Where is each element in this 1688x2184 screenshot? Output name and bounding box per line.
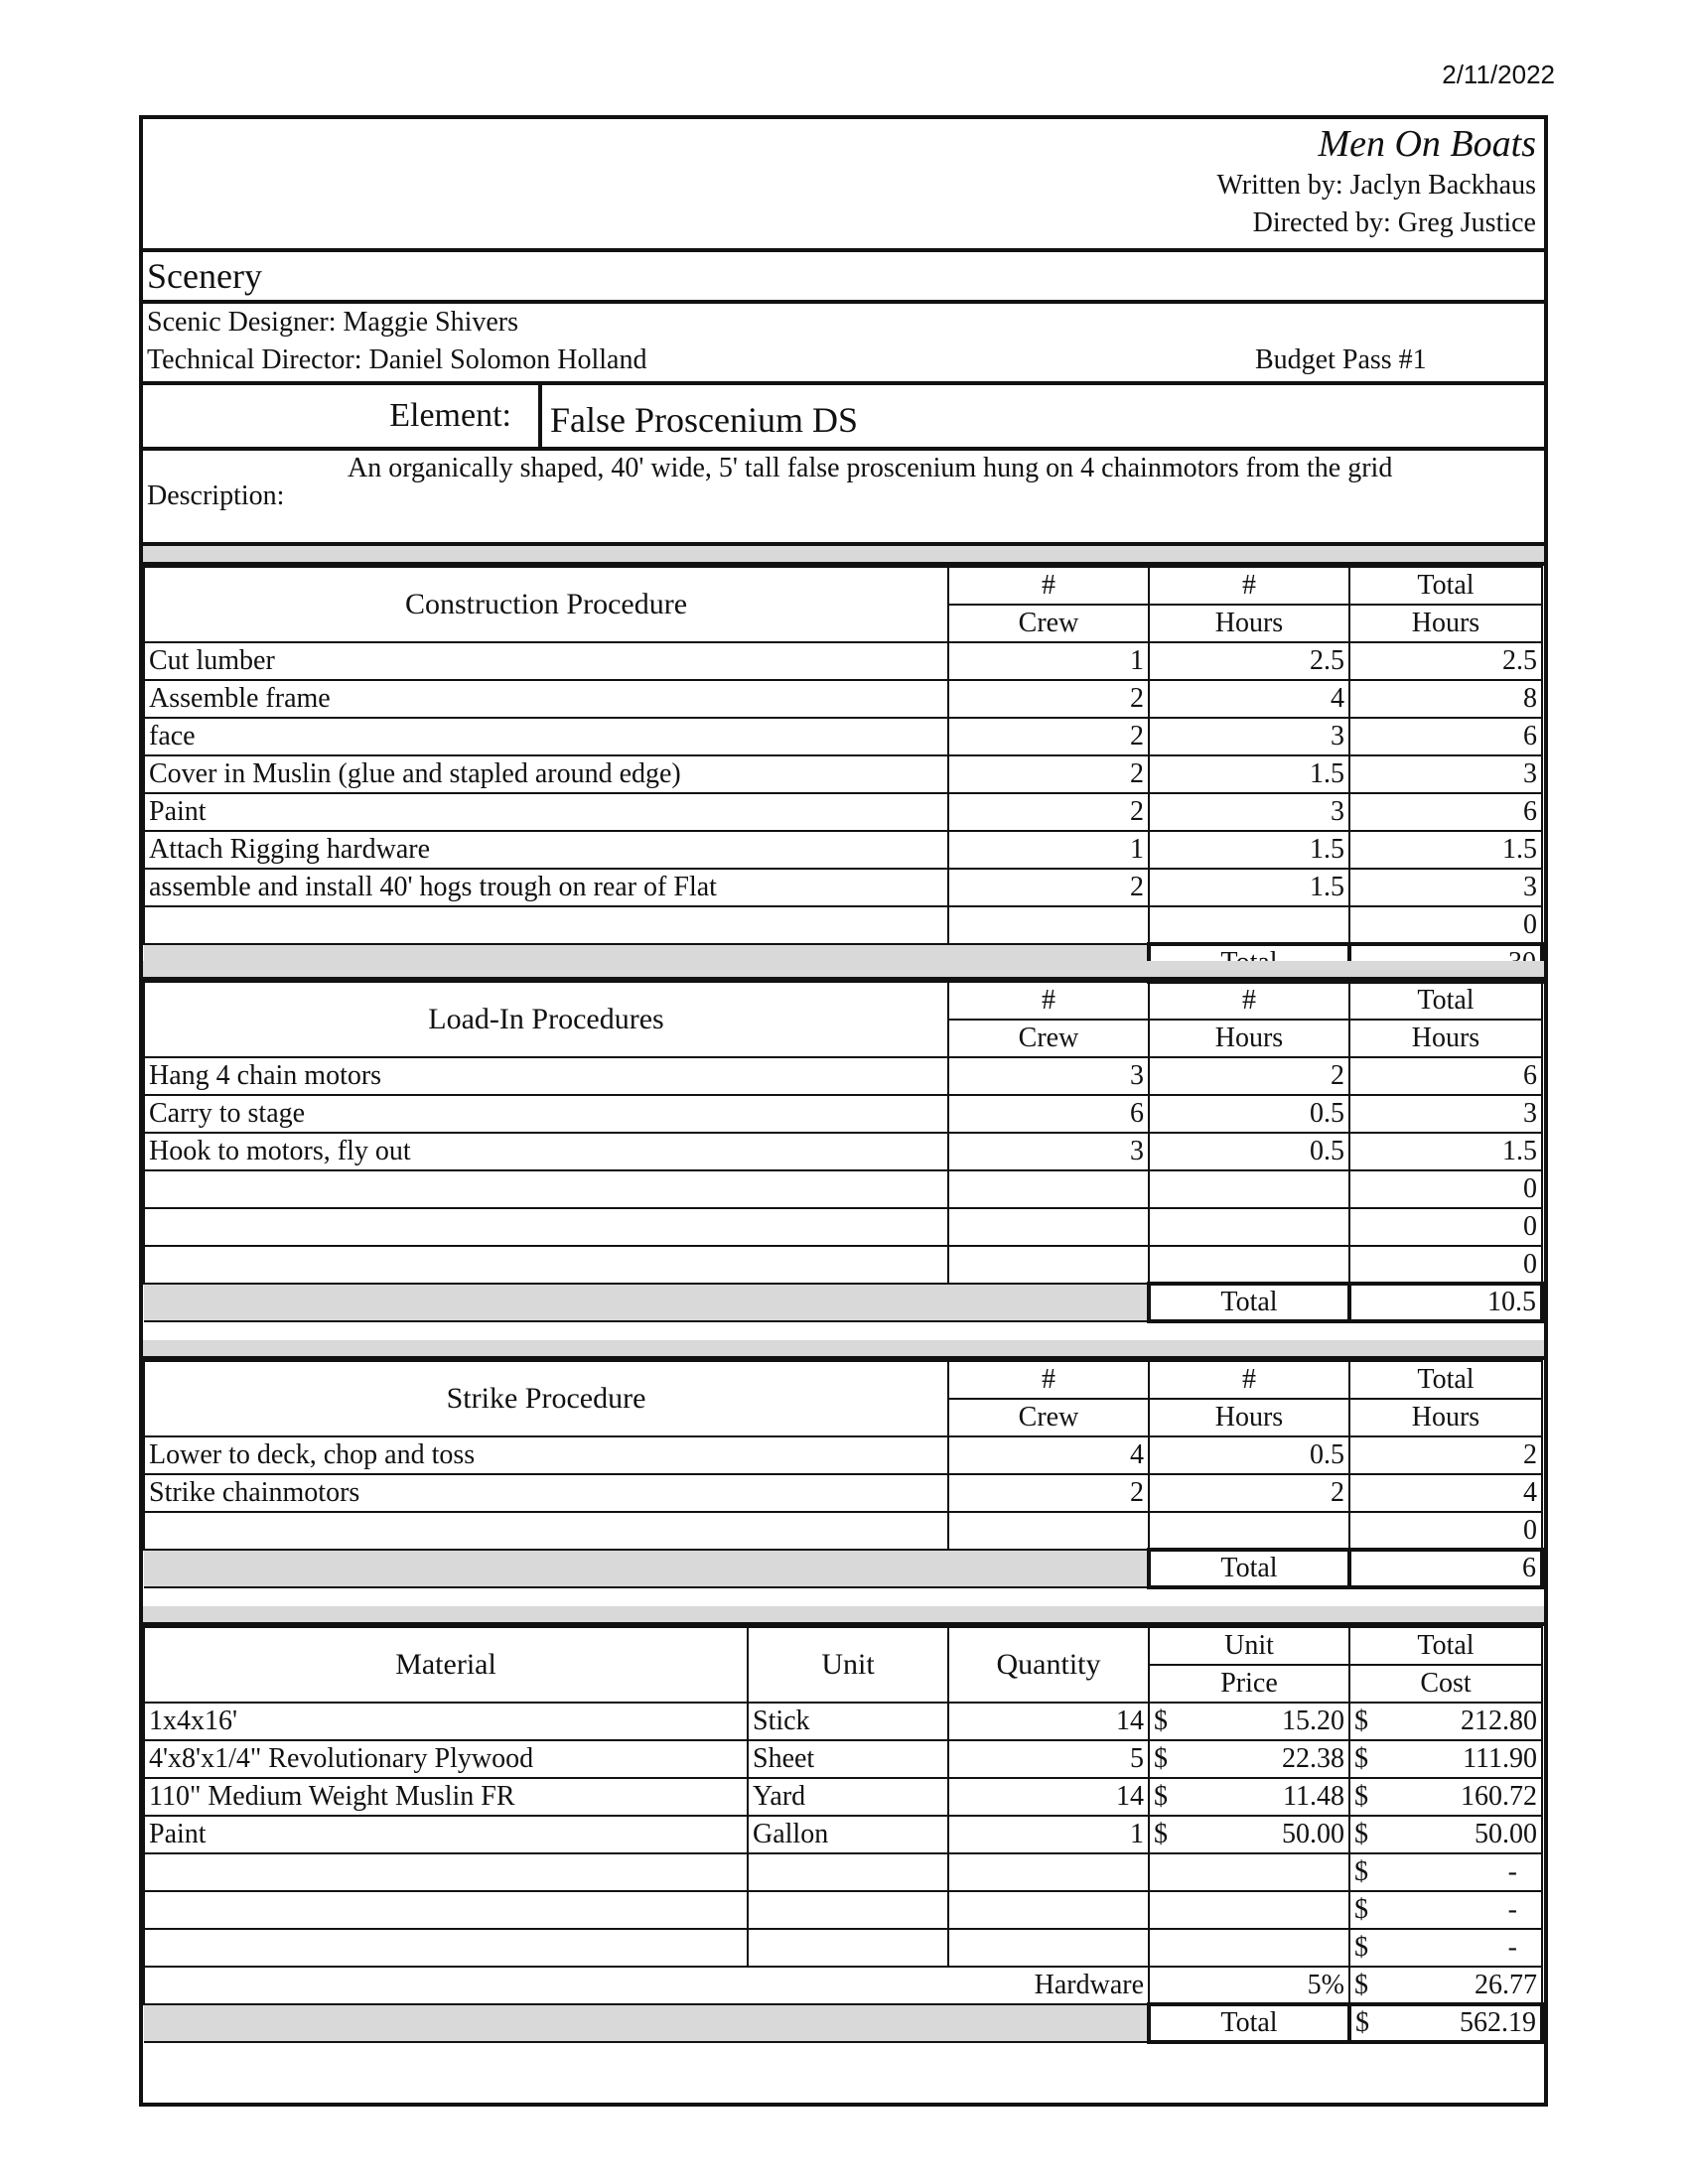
table-row <box>144 1095 1542 1133</box>
hours-cell: 0.5 <box>1149 1436 1349 1474</box>
crew-cell: 2 <box>948 869 1149 906</box>
price-cell <box>1149 1703 1349 1740</box>
qty-cell <box>948 1853 1149 1891</box>
construction-section <box>143 566 1544 984</box>
total-cell: 0 <box>1349 1512 1542 1550</box>
section-spacer <box>143 1340 1544 1356</box>
strike-total: 6 <box>1349 1550 1542 1587</box>
table-row <box>144 642 1542 680</box>
production-title: Men On Boats <box>1318 123 1536 165</box>
crew-header: Crew <box>948 1020 1149 1057</box>
cost-value: 111.90 <box>1463 1743 1537 1774</box>
material-cell <box>144 1891 748 1929</box>
task-cell: assemble and install 40' hogs trough on rear of Flat <box>144 869 948 906</box>
crew-cell: 6 <box>948 1095 1149 1133</box>
total-cell: 0 <box>1349 906 1542 944</box>
task-cell: Attach Rigging hardware <box>144 831 948 869</box>
director-credit: Directed by: Greg Justice <box>1252 207 1536 238</box>
unit-cell <box>748 1891 948 1929</box>
element-divider <box>538 385 542 447</box>
total-cell: 6 <box>1349 1057 1542 1095</box>
crew-cell: 3 <box>948 1057 1149 1095</box>
table-row <box>144 1436 1542 1474</box>
price-header: Price <box>1149 1665 1349 1703</box>
hours-hash: # <box>1149 567 1349 605</box>
unit-cell: Sheet <box>748 1740 948 1778</box>
task-cell: Cut lumber <box>144 642 948 680</box>
technical-director: Technical Director: Daniel Solomon Holland <box>147 344 647 375</box>
staff-block <box>143 304 1544 385</box>
task-cell <box>144 906 948 944</box>
cost-cell <box>1349 1703 1542 1740</box>
cost-value: 50.00 <box>1475 1819 1537 1849</box>
hours-cell: 1.5 <box>1149 869 1349 906</box>
task-cell: face <box>144 718 948 755</box>
currency-symbol: $ <box>1354 1781 1368 1812</box>
cost-cell <box>1349 1778 1542 1816</box>
currency-symbol: $ <box>1354 1743 1368 1774</box>
budget-sheet <box>139 115 1548 2107</box>
materials-table <box>143 1626 1544 2044</box>
crew-cell: 3 <box>948 1133 1149 1170</box>
loadin-table <box>143 981 1544 1323</box>
table-row <box>144 1133 1542 1170</box>
crew-cell: 4 <box>948 1436 1149 1474</box>
material-cell <box>144 1929 748 1967</box>
construction-table <box>143 566 1544 984</box>
table-row <box>144 755 1542 793</box>
hours-header: Hours <box>1149 605 1349 642</box>
total-cell: 3 <box>1349 755 1542 793</box>
table-row <box>144 906 1542 944</box>
table-row <box>144 1891 1542 1929</box>
hours-cell: 3 <box>1149 718 1349 755</box>
cost-value: - <box>1507 1856 1517 1887</box>
element-row <box>143 385 1544 451</box>
table-row <box>144 1816 1542 1853</box>
hours-cell <box>1149 1246 1349 1284</box>
description-row <box>143 451 1544 546</box>
price-cell <box>1149 1740 1349 1778</box>
total-spacer <box>144 1550 1149 1587</box>
writer-credit: Written by: Jaclyn Backhaus <box>1216 170 1536 201</box>
unit-cell <box>748 1929 948 1967</box>
table-row <box>144 1703 1542 1740</box>
hours-cell: 2 <box>1149 1474 1349 1512</box>
total-cell: 0 <box>1349 1170 1542 1208</box>
unit-cell: Stick <box>748 1703 948 1740</box>
price-value: 15.20 <box>1282 1706 1344 1736</box>
table-row <box>144 1246 1542 1284</box>
total-hours-header: Hours <box>1349 605 1542 642</box>
crew-hash: # <box>948 982 1149 1020</box>
table-row <box>144 1057 1542 1095</box>
hours-cell: 4 <box>1149 680 1349 718</box>
cost-cell <box>1349 1853 1542 1891</box>
crew-cell: 2 <box>948 680 1149 718</box>
cost-value: - <box>1507 1894 1517 1925</box>
price-cell <box>1149 1816 1349 1853</box>
hours-cell <box>1149 1208 1349 1246</box>
cost-cell <box>1349 1891 1542 1929</box>
cost-header: Cost <box>1349 1665 1542 1703</box>
crew-cell <box>948 1512 1149 1550</box>
materials-total-cell <box>1349 2004 1542 2042</box>
material-cell: 1x4x16' <box>144 1703 748 1740</box>
total-cell: 2 <box>1349 1436 1542 1474</box>
production-info <box>1216 121 1536 242</box>
task-cell: Hang 4 chain motors <box>144 1057 948 1095</box>
currency-symbol: $ <box>1354 1856 1368 1887</box>
quantity-header: Quantity <box>948 1627 1149 1703</box>
material-header: Material <box>144 1627 748 1703</box>
total-spacer <box>144 2004 1149 2042</box>
hours-header: Hours <box>1149 1399 1349 1436</box>
total-header: Total <box>1349 1361 1542 1399</box>
crew-cell <box>948 1208 1149 1246</box>
crew-cell: 1 <box>948 642 1149 680</box>
table-row <box>144 1929 1542 1967</box>
hours-cell: 3 <box>1149 793 1349 831</box>
total-label: Total <box>1149 2004 1349 2042</box>
total-cell: 0 <box>1349 1246 1542 1284</box>
hours-cell <box>1149 906 1349 944</box>
crew-cell <box>948 906 1149 944</box>
hours-cell: 1.5 <box>1149 755 1349 793</box>
strike-table <box>143 1360 1544 1589</box>
crew-header: Crew <box>948 1399 1149 1436</box>
material-cell: 4'x8'x1/4" Revolutionary Plywood <box>144 1740 748 1778</box>
hours-cell <box>1149 1512 1349 1550</box>
total-spacer <box>144 1284 1149 1321</box>
price-value: 50.00 <box>1282 1819 1344 1849</box>
cost-value: 160.72 <box>1461 1781 1537 1812</box>
hours-cell: 0.5 <box>1149 1095 1349 1133</box>
loadin-title: Load-In Procedures <box>144 982 948 1057</box>
unit-price-header-top: Unit <box>1149 1627 1349 1665</box>
unit-cell: Gallon <box>748 1816 948 1853</box>
hours-cell: 2.5 <box>1149 642 1349 680</box>
unit-header: Unit <box>748 1627 948 1703</box>
total-label: Total <box>1149 1550 1349 1587</box>
table-row <box>144 718 1542 755</box>
strike-section <box>143 1356 1544 1589</box>
material-cell <box>144 1853 748 1891</box>
table-row <box>144 680 1542 718</box>
currency-symbol: $ <box>1154 1819 1168 1849</box>
currency-symbol: $ <box>1154 1706 1168 1736</box>
strike-title: Strike Procedure <box>144 1361 948 1436</box>
crew-cell: 2 <box>948 793 1149 831</box>
total-cell: 6 <box>1349 793 1542 831</box>
task-cell: Paint <box>144 793 948 831</box>
table-row <box>144 1208 1542 1246</box>
description-text: An organically shaped, 40' wide, 5' tall false proscenium hung on 4 chainmotors from the grid <box>348 453 1393 483</box>
crew-cell: 2 <box>948 718 1149 755</box>
element-label: Element: <box>389 397 511 434</box>
materials-section <box>143 1622 1544 2044</box>
document-date: 2/11/2022 <box>1442 60 1555 89</box>
total-row <box>144 1284 1542 1321</box>
table-row <box>144 1512 1542 1550</box>
section-spacer <box>143 961 1544 977</box>
budget-pass: Budget Pass #1 <box>1255 344 1427 375</box>
table-row <box>144 831 1542 869</box>
price-value: 11.48 <box>1283 1781 1344 1812</box>
unit-cell <box>748 1853 948 1891</box>
task-cell: Assemble frame <box>144 680 948 718</box>
qty-cell: 14 <box>948 1703 1149 1740</box>
element-name: False Proscenium DS <box>550 400 858 440</box>
cost-cell <box>1349 1816 1542 1853</box>
qty-cell: 14 <box>948 1778 1149 1816</box>
currency-symbol: $ <box>1355 2007 1369 2038</box>
currency-symbol: $ <box>1354 1894 1368 1925</box>
task-cell <box>144 1208 948 1246</box>
crew-cell: 2 <box>948 1474 1149 1512</box>
section-spacer <box>143 1606 1544 1622</box>
total-cell: 3 <box>1349 1095 1542 1133</box>
currency-symbol: $ <box>1154 1781 1168 1812</box>
crew-hash: # <box>948 1361 1149 1399</box>
crew-cell: 2 <box>948 755 1149 793</box>
hardware-percent: 5% <box>1149 1967 1349 2004</box>
qty-cell: 5 <box>948 1740 1149 1778</box>
table-row <box>144 1170 1542 1208</box>
currency-symbol: $ <box>1354 1969 1368 2000</box>
department-title: Scenery <box>143 252 1544 304</box>
loadin-section <box>143 977 1544 1323</box>
hours-header: Hours <box>1149 1020 1349 1057</box>
total-row <box>144 1550 1542 1587</box>
total-header: Total <box>1349 982 1542 1020</box>
task-cell: Carry to stage <box>144 1095 948 1133</box>
qty-cell <box>948 1929 1149 1967</box>
hardware-cost-cell <box>1349 1967 1542 2004</box>
hours-cell: 0.5 <box>1149 1133 1349 1170</box>
total-cell: 1.5 <box>1349 1133 1542 1170</box>
total-cost-header-top: Total <box>1349 1627 1542 1665</box>
hours-cell: 2 <box>1149 1057 1349 1095</box>
hours-cell: 1.5 <box>1149 831 1349 869</box>
total-cell: 3 <box>1349 869 1542 906</box>
task-cell: Lower to deck, chop and toss <box>144 1436 948 1474</box>
crew-cell: 1 <box>948 831 1149 869</box>
total-cell: 1.5 <box>1349 831 1542 869</box>
material-cell: Paint <box>144 1816 748 1853</box>
table-row <box>144 1474 1542 1512</box>
table-row <box>144 793 1542 831</box>
price-cell <box>1149 1929 1349 1967</box>
construction-title: Construction Procedure <box>144 567 948 642</box>
crew-hash: # <box>948 567 1149 605</box>
table-row <box>144 869 1542 906</box>
crew-header: Crew <box>948 605 1149 642</box>
task-cell <box>144 1170 948 1208</box>
loadin-total: 10.5 <box>1349 1284 1542 1321</box>
currency-symbol: $ <box>1354 1932 1368 1963</box>
task-cell: Hook to motors, fly out <box>144 1133 948 1170</box>
total-cell: 0 <box>1349 1208 1542 1246</box>
scenic-designer: Scenic Designer: Maggie Shivers <box>147 307 519 338</box>
cost-cell <box>1349 1929 1542 1967</box>
task-cell: Strike chainmotors <box>144 1474 948 1512</box>
materials-total: 562.19 <box>1460 2007 1536 2038</box>
total-header: Total <box>1349 567 1542 605</box>
total-hours-header: Hours <box>1349 1020 1542 1057</box>
total-label: Total <box>1149 1284 1349 1321</box>
price-cell <box>1149 1853 1349 1891</box>
total-row <box>144 2004 1542 2042</box>
total-cell: 6 <box>1349 718 1542 755</box>
task-cell <box>144 1246 948 1284</box>
unit-cell: Yard <box>748 1778 948 1816</box>
price-cell <box>1149 1891 1349 1929</box>
total-cell: 8 <box>1349 680 1542 718</box>
total-hours-header: Hours <box>1349 1399 1542 1436</box>
currency-symbol: $ <box>1354 1706 1368 1736</box>
table-row <box>144 1740 1542 1778</box>
currency-symbol: $ <box>1354 1819 1368 1849</box>
hours-hash: # <box>1149 982 1349 1020</box>
cost-value: - <box>1507 1932 1517 1963</box>
material-cell: 110" Medium Weight Muslin FR <box>144 1778 748 1816</box>
total-cell: 4 <box>1349 1474 1542 1512</box>
description-label: Description: <box>147 480 285 511</box>
cost-value: 212.80 <box>1461 1706 1537 1736</box>
table-row <box>144 1853 1542 1891</box>
qty-cell: 1 <box>948 1816 1149 1853</box>
price-value: 22.38 <box>1282 1743 1344 1774</box>
total-cell: 2.5 <box>1349 642 1542 680</box>
hardware-row <box>144 1967 1542 2004</box>
cost-cell <box>1349 1740 1542 1778</box>
production-header <box>143 119 1544 252</box>
hardware-cost: 26.77 <box>1475 1969 1537 2000</box>
crew-cell <box>948 1170 1149 1208</box>
price-cell <box>1149 1778 1349 1816</box>
task-cell: Cover in Muslin (glue and stapled around edge) <box>144 755 948 793</box>
hours-cell <box>1149 1170 1349 1208</box>
section-spacer <box>143 546 1544 566</box>
table-row <box>144 1778 1542 1816</box>
hardware-label: Hardware <box>144 1967 1149 2004</box>
crew-cell <box>948 1246 1149 1284</box>
qty-cell <box>948 1891 1149 1929</box>
hours-hash: # <box>1149 1361 1349 1399</box>
currency-symbol: $ <box>1154 1743 1168 1774</box>
task-cell <box>144 1512 948 1550</box>
